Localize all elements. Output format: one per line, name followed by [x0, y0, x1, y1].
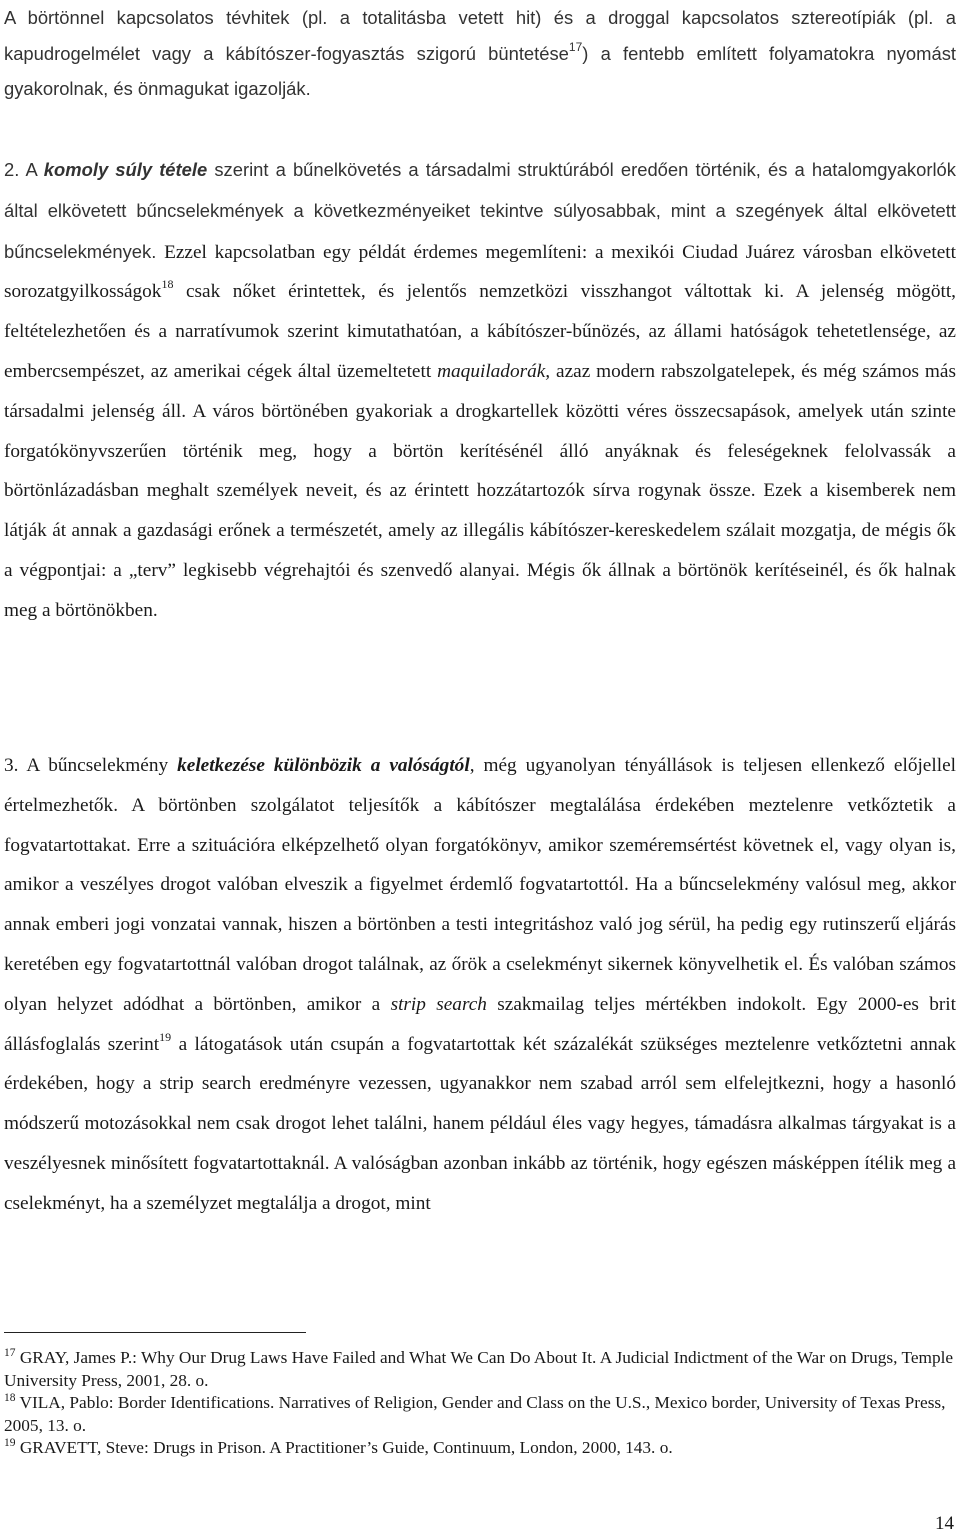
section-2-text-5: azaz modern rabszolgatelepek, és még számos más társadalmi jelenség áll. A város börtönében gyakoriak a drogkartellek közötti véres összecsapások, amelyek után szinte forgatókönyvszerűen történik meg, hogy a börtön kerítésénél álló anyáknak és feleségeknek felolvassák a börtönlázadásban meghalt személyek neveit, és az érintett hozzátartozók sírva rogynak össze. Ezek a kisemberek nem látják át annak a gazdasági erőnek a természetét, amely az illegális kábítószer-kereskedelem szálait mozgatja, de mégis ők a végpontjai: a „terv” legkisebb végrehajtói és szenvedő alanyai. Mégis ők állnak a börtönök kerítéseinél, és ők halnak meg a börtönökben. — [4, 360, 956, 621]
footnote-separator — [4, 1332, 306, 1333]
section-3-paragraph — [4, 746, 956, 1224]
footnote-ref-17[interactable]: 17 — [568, 39, 583, 54]
section-2-paragraph — [4, 150, 956, 631]
section-3-text-3: a látogatások után csupán a fogvatartottak két százalékát szükséges meztelenre vetkőztetni annak érdekében, hogy a strip search eredményre vezessen, ugyanakkor nem szabad arról sem elfelejtkezni, hogy a hasonló módszerű motozásokkal nem csak drogot lehet találni, hanem például éles vagy hegyes, támadásra alkalmas tárgyakat is a veszélyesnek minősített fogvatartottaknál. A valóságban azonban inkább az történik, hogy egészen másképpen ítélik meg a cselekményt, ha a személyzet megtalálja a drogot, mint — [4, 1033, 956, 1214]
footnote-number: 19 — [4, 1437, 16, 1449]
section-2-text-4: A jelenség mögött, feltételezhetően és a narratívumok szerint kimutathatóan, a kábítószer-bűnözés, az állami hatóságok tehetetlensége, az embercsempészet, az amerikai cégek által üzemeltetett — [4, 281, 956, 382]
section-3-number: 3. — [4, 755, 27, 776]
section-2-emphasis-2: maquiladorák, — [437, 360, 551, 382]
footnote-ref-19[interactable]: 19 — [159, 1029, 172, 1044]
footnote-19 — [4, 1437, 956, 1460]
footnote-17 — [4, 1347, 956, 1392]
intro-text: A börtönnel kapcsolatos tévhitek (pl. a totalitásba vetett hit) és a droggal kapcsolatos sztereotípiák (pl. a kapudrogelmélet vagy a kábítószer-fogyasztás szigorú büntetése — [4, 7, 956, 64]
footnote-number: 18 — [4, 1392, 16, 1404]
intro-paragraph — [4, 0, 956, 107]
section-2-text-3: csak nőket érintettek, és jelentős nemzetközi visszhangot váltottak ki. — [173, 281, 785, 303]
section-2-number: 2. — [4, 159, 26, 180]
page-number: 14 — [935, 1513, 954, 1534]
section-2-text-2: Ezzel kapcsolatban egy példát érdemes megemlíteni: a mexikói Ciudad Juárez városban elkövetett sorozatgyilkosságok — [4, 241, 956, 303]
footnote-18 — [4, 1392, 956, 1437]
footnote-text: VILA, Pablo: Border Identifications. Narratives of Religion, Gender and Class on the U.S., Mexico border, University of Texas Press, 2005, 13. o. — [4, 1393, 946, 1435]
section-3-lead: A bűncselekmény — [26, 755, 178, 776]
footnote-ref-18[interactable]: 18 — [161, 277, 174, 292]
section-3-text-2: szakmailag teljes mértékben indokolt. Egy 2000-es brit állásfoglalás szerint — [4, 993, 957, 1055]
footnote-number: 17 — [4, 1347, 16, 1359]
footnote-text: GRAVETT, Steve: Drugs in Prison. A Practitioner’s Guide, Continuum, London, 2000, 143. o. — [15, 1438, 673, 1457]
footnote-text: GRAY, James P.: Why Our Drug Laws Have Failed and What We Can Do About It. A Judicial Indictment of the War on Drugs, Temple University Press, 2001, 28. o. — [4, 1348, 954, 1390]
section-3-emphasis: keletkezése különbözik a valóságtól — [177, 755, 470, 776]
section-3-emphasis-2: strip search — [390, 993, 487, 1015]
footnotes — [4, 1347, 956, 1460]
intro-text-after: ) a fentebb említett folyamatokra nyomást gyakorolnak, és önmagukat igazolják. — [4, 42, 956, 99]
section-2-lead: A — [25, 159, 44, 180]
section-3-text-1: , még ugyanolyan tényállások is teljesen ellenkező előjellel értelmezhetők. A börtönben szolgálatot teljesítők a kábítószer megtalálása érdekében meztelenre vetkőztetik a fogvatartottakat. Erre a szituációra elképzelhető olyan forgatókönyv, amikor szeméremsértést követnek el, vagy olyan is, amikor a veszélyes drogot valóban elveszik a figyelmet érdemlő fogvatartottól. Ha a bűncselekmény valósul meg, akkor annak emberi jogi vonzatai vannak, hiszen a börtönben a testi integritáshoz való jog sérül, ha pedig egy rutinszerű eljárás keretében egy fogvatartottnál valóban drogot találnak, az őrök a cselekményt sikernek könyvelhetik el. És valóban számos olyan helyzet adódhat a börtönben, amikor a — [4, 755, 956, 1015]
section-2-emphasis: komoly súly tétele — [43, 159, 208, 180]
section-2-text-1: szerint a bűnelkövetés a társadalmi struktúrából eredően történik, és a hatalomgyakorlók által elkövetett bűncselekmények a következményeiket tekintve súlyosabbak, mint a szegények által elkövetett bűncselekmények. — [4, 159, 956, 262]
